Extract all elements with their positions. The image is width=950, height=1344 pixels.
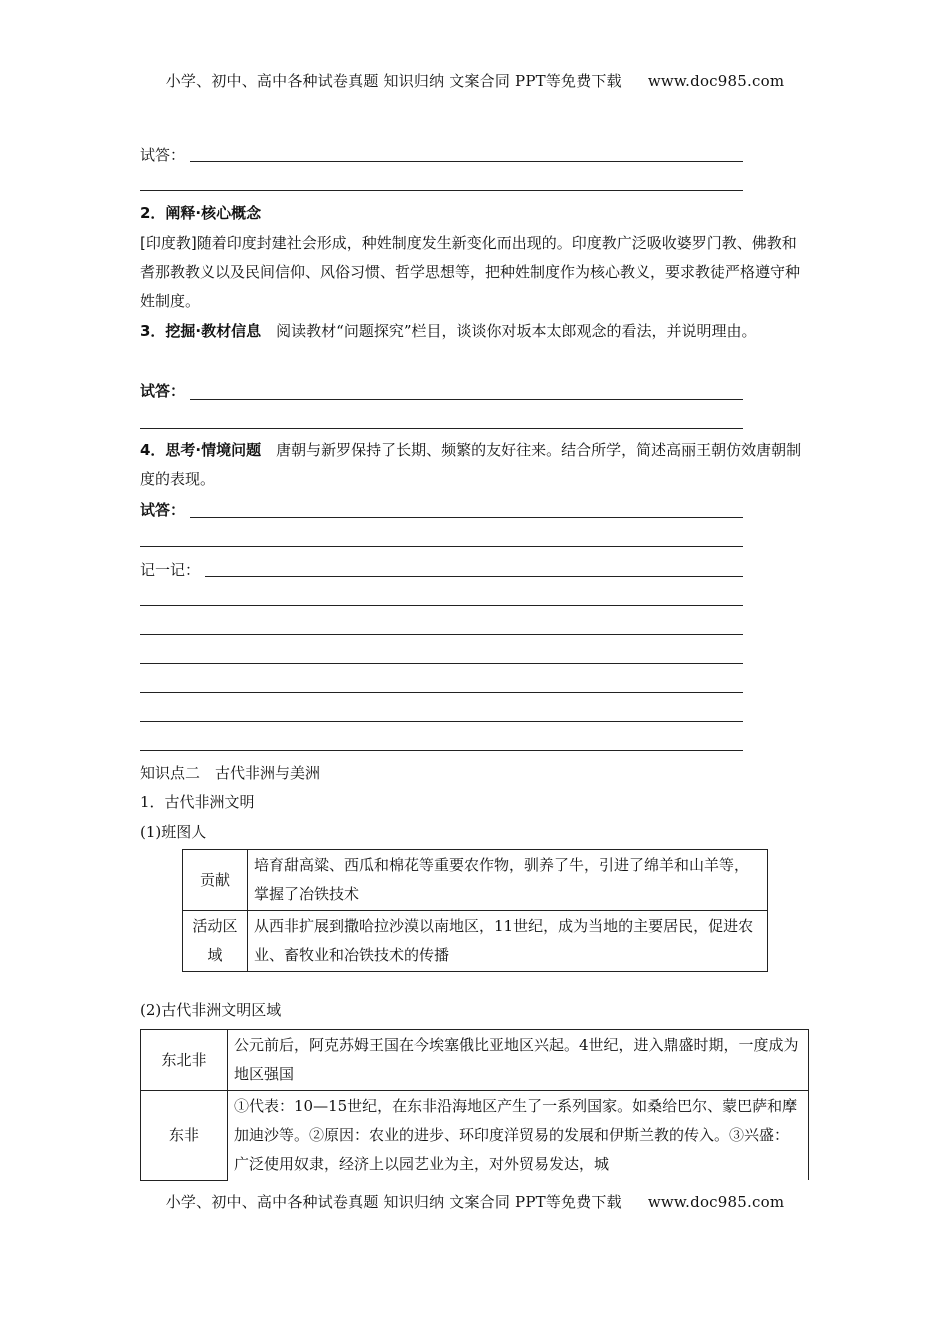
africa-region-table (140, 1029, 809, 1181)
table-row (183, 911, 768, 972)
section2-text (140, 229, 808, 316)
section2-title: 2．阐释·核心概念 (140, 204, 262, 222)
answer-label-3: 试答： (140, 382, 186, 400)
table-row (141, 1091, 809, 1181)
answer-line (190, 517, 743, 518)
footer-url: www.doc985.com (647, 1193, 785, 1211)
section3 (140, 317, 808, 346)
table-head: 活动区域 (183, 911, 248, 972)
answer-line (140, 428, 743, 429)
note-line (140, 692, 743, 693)
knowledge2-sub1a: (1)班图人 (140, 823, 207, 841)
table-cell: 从西非扩展到撒哈拉沙漠以南地区，11世纪，成为当地的主要居民，促进农业、畜牧业和冶铁技术的传播 (248, 911, 768, 972)
answer-line (190, 399, 743, 400)
table-cell: ①代表：10—15世纪，在东非沿海地区产生了一系列国家。如桑给巴尔、蒙巴萨和摩加迪沙等。②原因：农业的进步、环印度洋贸易的发展和伊斯兰教的传入。③兴盛：广泛使用奴隶，经济上以园艺业为主，对外贸易发达，城 (228, 1091, 809, 1181)
table-cell: 培育甜高粱、西瓜和棉花等重要农作物，驯养了牛，引进了绵羊和山羊等，掌握了冶铁技术 (248, 850, 768, 911)
knowledge2-sub1: 1．古代非洲文明 (140, 793, 255, 811)
note-label: 记一记： (140, 561, 201, 579)
section4 (140, 436, 808, 494)
answer-line (190, 161, 743, 162)
note-line (140, 750, 743, 751)
page-header (0, 70, 950, 91)
section3-text: 阅读教材“问题探究”栏目，谈谈你对坂本太郎观念的看法，并说明理由。 (276, 322, 757, 340)
section4-text: 唐朝与新罗保持了长期、频繁的友好往来。结合所学，简述高丽王朝仿效唐朝制度的表现。 (140, 441, 802, 488)
section4-title: 4．思考·情境问题 (140, 441, 262, 459)
section2-body: [印度教]随着印度封建社会形成，种姓制度发生新变化而出现的。印度教广泛吸收婆罗门教、佛教和耆那教教义以及民间信仰、风俗习惯、哲学思想等，把种姓制度作为核心教义，要求教徒严格遵守种姓制度。 (140, 234, 801, 310)
header-text: 小学、初中、高中各种试卷真题 知识归纳 文案合同 PPT等免费下载 (165, 72, 622, 90)
footer-text: 小学、初中、高中各种试卷真题 知识归纳 文案合同 PPT等免费下载 (165, 1193, 622, 1211)
page-footer (0, 1191, 950, 1212)
note-line (140, 605, 743, 606)
note-line (205, 576, 743, 577)
knowledge2-sub1b: (2)古代非洲文明区域 (140, 1001, 282, 1019)
note-line (140, 634, 743, 635)
table-head: 贡献 (183, 850, 248, 911)
knowledge2-title: 知识点二 古代非洲与美洲 (140, 764, 321, 782)
header-url: www.doc985.com (647, 72, 785, 90)
answer-line (140, 190, 743, 191)
table-row (141, 1030, 809, 1091)
section3-title: 3．挖掘·教材信息 (140, 322, 262, 340)
note-line (140, 663, 743, 664)
bantu-table (182, 849, 768, 972)
table-head: 东非 (141, 1091, 228, 1181)
answer-label-1: 试答： (140, 146, 186, 164)
table-row (183, 850, 768, 911)
answer-label-4: 试答： (140, 501, 186, 519)
note-line (140, 721, 743, 722)
table-head: 东北非 (141, 1030, 228, 1091)
table-cell: 公元前后，阿克苏姆王国在今埃塞俄比亚地区兴起。4世纪，进入鼎盛时期，一度成为地区强国 (228, 1030, 809, 1091)
answer-line (140, 546, 743, 547)
